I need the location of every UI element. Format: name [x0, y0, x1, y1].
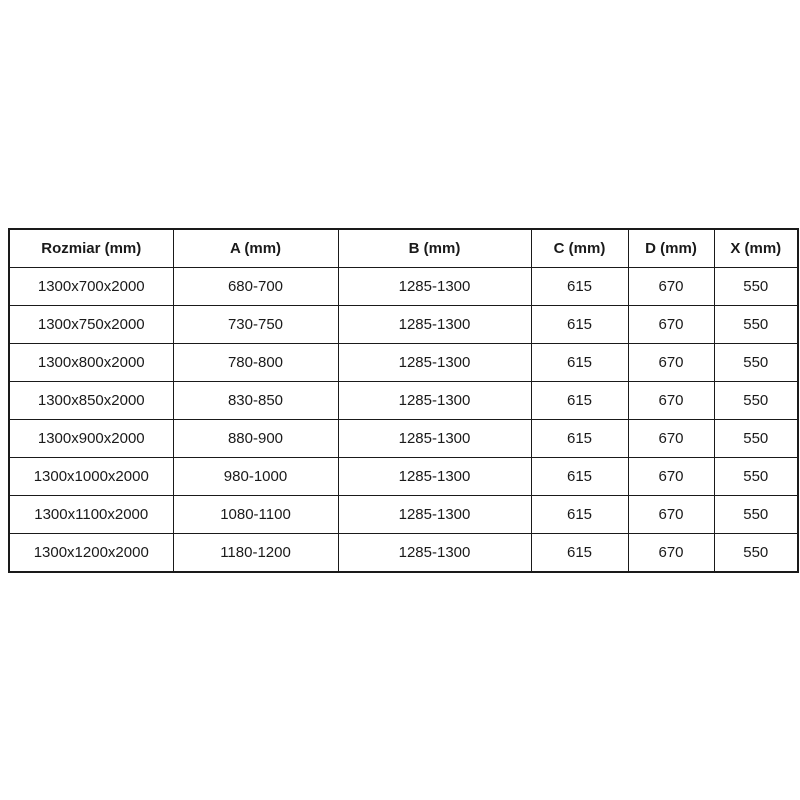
- cell-x: 550: [714, 344, 798, 382]
- cell-a: 1180-1200: [173, 534, 338, 573]
- cell-c: 615: [531, 458, 628, 496]
- cell-c: 615: [531, 268, 628, 306]
- cell-rozmiar: 1300x850x2000: [9, 382, 173, 420]
- cell-x: 550: [714, 420, 798, 458]
- cell-rozmiar: 1300x1100x2000: [9, 496, 173, 534]
- table-row: [9, 344, 798, 382]
- cell-d: 670: [628, 344, 714, 382]
- cell-b: 1285-1300: [338, 534, 531, 573]
- cell-d: 670: [628, 496, 714, 534]
- cell-c: 615: [531, 534, 628, 573]
- cell-c: 615: [531, 496, 628, 534]
- cell-x: 550: [714, 496, 798, 534]
- cell-b: 1285-1300: [338, 496, 531, 534]
- cell-a: 730-750: [173, 306, 338, 344]
- table-row: [9, 420, 798, 458]
- cell-d: 670: [628, 382, 714, 420]
- header-rozmiar: Rozmiar (mm): [9, 229, 173, 268]
- cell-rozmiar: 1300x700x2000: [9, 268, 173, 306]
- header-a: A (mm): [173, 229, 338, 268]
- cell-c: 615: [531, 344, 628, 382]
- table-row: [9, 268, 798, 306]
- header-b: B (mm): [338, 229, 531, 268]
- cell-b: 1285-1300: [338, 420, 531, 458]
- cell-d: 670: [628, 306, 714, 344]
- cell-b: 1285-1300: [338, 306, 531, 344]
- header-c: C (mm): [531, 229, 628, 268]
- cell-rozmiar: 1300x900x2000: [9, 420, 173, 458]
- cell-b: 1285-1300: [338, 458, 531, 496]
- cell-x: 550: [714, 458, 798, 496]
- cell-x: 550: [714, 382, 798, 420]
- cell-a: 830-850: [173, 382, 338, 420]
- cell-c: 615: [531, 382, 628, 420]
- cell-a: 880-900: [173, 420, 338, 458]
- cell-d: 670: [628, 534, 714, 573]
- cell-rozmiar: 1300x1000x2000: [9, 458, 173, 496]
- cell-b: 1285-1300: [338, 268, 531, 306]
- cell-c: 615: [531, 306, 628, 344]
- header-x: X (mm): [714, 229, 798, 268]
- size-spec-table: [8, 228, 799, 573]
- cell-x: 550: [714, 306, 798, 344]
- cell-rozmiar: 1300x1200x2000: [9, 534, 173, 573]
- cell-x: 550: [714, 268, 798, 306]
- cell-rozmiar: 1300x800x2000: [9, 344, 173, 382]
- cell-b: 1285-1300: [338, 382, 531, 420]
- cell-b: 1285-1300: [338, 344, 531, 382]
- size-spec-table-container: [8, 228, 797, 573]
- cell-rozmiar: 1300x750x2000: [9, 306, 173, 344]
- header-d: D (mm): [628, 229, 714, 268]
- cell-x: 550: [714, 534, 798, 573]
- table-row: [9, 458, 798, 496]
- table-row: [9, 496, 798, 534]
- table-row: [9, 382, 798, 420]
- cell-d: 670: [628, 420, 714, 458]
- cell-d: 670: [628, 268, 714, 306]
- cell-a: 980-1000: [173, 458, 338, 496]
- cell-a: 1080-1100: [173, 496, 338, 534]
- table-header-row: [9, 229, 798, 268]
- table-row: [9, 306, 798, 344]
- table-row: [9, 534, 798, 573]
- cell-a: 680-700: [173, 268, 338, 306]
- cell-c: 615: [531, 420, 628, 458]
- cell-a: 780-800: [173, 344, 338, 382]
- cell-d: 670: [628, 458, 714, 496]
